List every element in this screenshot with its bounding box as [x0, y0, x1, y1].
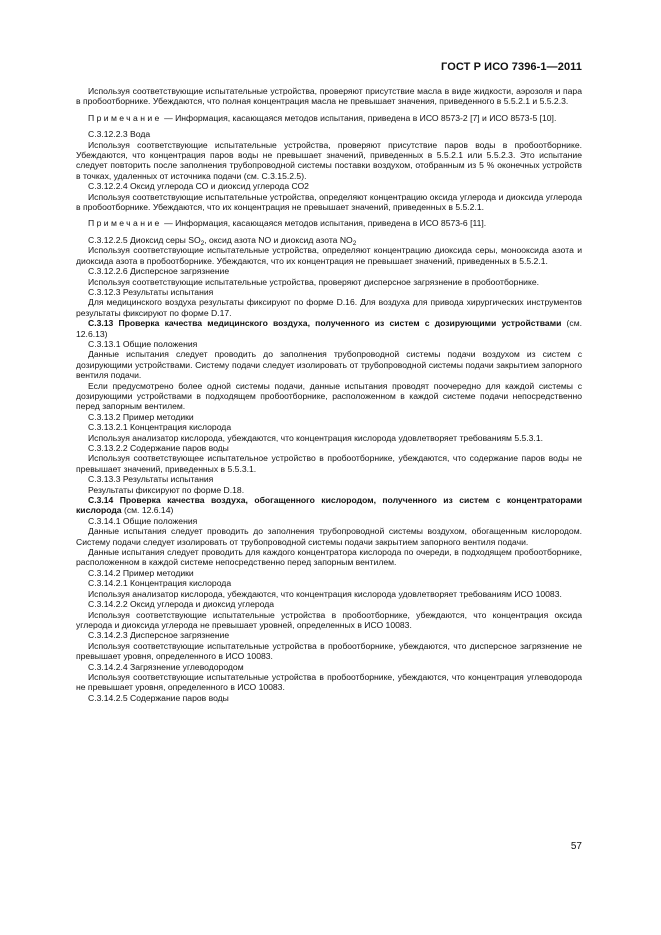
section-heading: С.3.13.1 Общие положения — [88, 338, 198, 349]
section-heading: С.3.13.3 Результаты испытания — [88, 474, 214, 485]
paragraph: Данные испытания следует проводить до заполнения трубопроводной системы подачи воздухом из систем с дозирующими устройствами. Систему подачи следует изолировать от трубопроводной системы подачи закрытием запорного вентиля подачи. — [76, 349, 582, 381]
section-heading: С.3.14.1 Общие положения — [88, 515, 198, 526]
section-heading: С.3.12.2.3 Вода — [88, 129, 151, 140]
paragraph: Используя соответствующие испытательные устройства, проверяют присутствие масла в виде жидкости, аэрозоля и пара в пробоотборнике. Убеждаются, что полная концентрация масла не превышает значения, приведенного в 5.5.2.1 и 5.5.2.3. — [76, 86, 582, 107]
heading-part: С.3.12.2.5 Диоксид серы SO — [88, 234, 201, 245]
document-body — [76, 86, 582, 703]
paragraph: Используя соответствующие испытательные устройства в пробоотборнике, убеждаются, что дисперсное загрязнение не превышает уровня, определенного в ИСО 10083. — [76, 640, 582, 662]
paragraph: Используя соответствующее испытательное устройство в пробоотборнике, убеждаются, что содержание паров воды не превышает значений, приведенных в 5.5.3.1. — [76, 453, 582, 474]
section-heading — [76, 318, 582, 339]
heading-part: , оксид азота NO и диоксид азота NO — [204, 234, 353, 245]
bold-heading: С.3.13 Проверка качества медицинского воздуха, полученного из систем с дозирующими устройствами — [88, 318, 562, 329]
note-label: Примечание — [88, 112, 162, 123]
note-label: Примечание — [88, 218, 162, 229]
section-heading: С.3.12.3 Результаты испытания — [88, 286, 214, 297]
note — [76, 218, 582, 228]
heading-reference: (см. 12.6.14) — [121, 505, 174, 516]
note — [76, 113, 582, 123]
paragraph: Данные испытания следует проводить для каждого концентратора кислорода по очереди, в подходящем пробоотборнике, расположенном в каждой системе непосредственно перед запорным вентилем. — [76, 547, 582, 568]
paragraph: Результаты фиксируют по форме D.18. — [88, 484, 245, 495]
section-heading: С.3.12.2.4 Оксид углерода СО и диоксид углерода СО2 — [88, 181, 309, 192]
subscript: 2 — [352, 239, 357, 247]
section-heading: С.3.13.2.2 Содержание паров воды — [88, 443, 229, 453]
paragraph: Используя соответствующие испытательные устройства, определяют концентрацию диоксида серы, монооксида азота и диоксида азота в пробоотборнике. Убеждаются, что их концентрация не превышает значений, приведенных в 5.5.2.1. — [76, 245, 582, 266]
section-heading: С.3.14.2 Пример методики — [88, 567, 194, 578]
section-heading: С.3.14.2.4 Загрязнение углеводородом — [88, 661, 244, 672]
section-heading: С.3.12.2.6 Дисперсное загрязнение — [88, 266, 230, 277]
paragraph: Для медицинского воздуха результаты фиксируют по форме D.16. Для воздуха для привода хирургических инструментов результаты фиксируют по форме D.17. — [76, 297, 582, 318]
paragraph: Используя соответствующие испытательные устройства, проверяют присутствие паров воды в пробоотборнике. Убеждаются, что концентрация паров воды не превышает значений, приведенных в 5.5.2.1 или 5.5.2.3. Это испытание следует повторить после заполнения трубопроводной системы поставки воздухом, отобранным из 5 % оконечных устройств в точках, удаленных от источника подачи (см. С.3.15.2.5). — [76, 139, 582, 181]
section-heading: С.3.14.2.1 Концентрация кислорода — [88, 578, 232, 589]
bold-heading: С.3.14 Проверка качества воздуха, обогащенного кислородом, полученного из систем с концентраторами кислорода — [76, 495, 582, 516]
section-heading: С.3.14.2.3 Дисперсное загрязнение — [88, 630, 230, 641]
page-number: 57 — [570, 841, 582, 852]
paragraph: Используя соответствующие испытательные устройства, определяют концентрацию оксида углерода и диоксида углерода в пробоотборнике. Убеждаются, что их концентрация не превышает значений, приведенных в 5.5.2.1. — [76, 191, 582, 213]
paragraph: Используя анализатор кислорода, убеждаются, что концентрация кислорода удовлетворяет требованиям 5.5.3.1. — [88, 432, 543, 443]
paragraph: Используя соответствующие испытательные устройства в пробоотборнике, убеждаются, что концентрация углеводорода не превышает уровня, определенного в ИСО 10083. — [76, 671, 582, 693]
section-heading — [76, 495, 582, 516]
section-heading: С.3.13.2 Пример методики — [88, 411, 194, 422]
section-heading: С.3.14.2.2 Оксид углерода и диоксид углерода — [88, 599, 275, 610]
section-heading: С.3.13.2.1 Концентрация кислорода — [88, 422, 232, 433]
section-heading — [76, 235, 582, 245]
section-heading: С.3.14.2.5 Содержание паров воды — [88, 692, 229, 703]
note-text: — Информация, касающаяся методов испытания, приведена в ИСО 8573-2 [7] и ИСО 8573-5 [10]. — [161, 112, 557, 123]
note-text: — Информация, касающаяся методов испытания, приведена в ИСО 8573-6 [11]. — [161, 218, 487, 229]
paragraph: Данные испытания следует проводить до заполнения трубопроводной системы воздухом, обогащенным кислородом. Систему подачи следует изолировать от трубопроводной системы подачи закрытием запорного вентиля подачи. — [76, 526, 582, 547]
subscript: 2 — [200, 239, 205, 247]
paragraph: Используя соответствующие испытательные устройства в пробоотборнике, убеждаются, что концентрация оксида углерода и диоксида углерода не превышает уровней, определенных в ИСО 10083. — [76, 609, 582, 630]
paragraph: Если предусмотрено более одной системы подачи, данные испытания проводят поочередно для каждой системы с дозирующими устройствами в подходящем пробоотборнике, расположенном в каждой системе подачи непосредственно перед запорным вентилем. — [76, 380, 582, 412]
paragraph: Используя анализатор кислорода, убеждаются, что концентрация кислорода удовлетворяет требованиям ИСО 10083. — [88, 588, 562, 599]
paragraph: Используя соответствующие испытательные устройства, проверяют дисперсное загрязнение в пробоотборнике. — [88, 276, 540, 287]
document-header: ГОСТ Р ИСО 7396-1—2011 — [441, 61, 582, 73]
heading-reference: (см. 12.6.13) — [76, 318, 582, 339]
